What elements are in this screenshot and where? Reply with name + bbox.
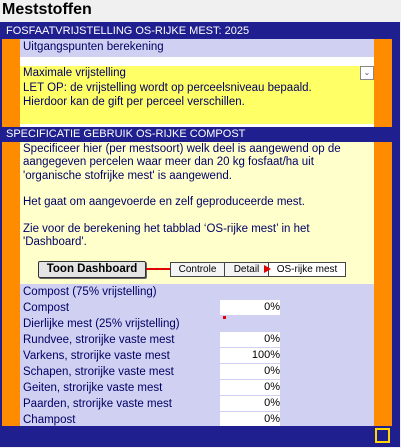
- arrow-head-icon: [264, 265, 271, 273]
- row-label: Paarden, strorijke vaste mest: [23, 398, 172, 410]
- compost-group-label: Compost (75% vrijstelling): [20, 284, 374, 300]
- page-title: Meststoffen: [2, 1, 92, 18]
- vrijstelling-note: [20, 80, 374, 124]
- comment-marker-icon: [223, 316, 226, 319]
- tab-detail[interactable]: Detail: [224, 262, 268, 277]
- vrijstelling-select-value: Maximale vrijstelling: [23, 67, 126, 79]
- tab-controle[interactable]: Controle: [170, 262, 224, 277]
- right-margin-bar: [374, 39, 392, 426]
- selection-square-icon[interactable]: [375, 428, 390, 443]
- percentage-input[interactable]: 0%: [220, 380, 280, 395]
- row-label: Schapen, strorijke vaste mest: [23, 366, 174, 378]
- table-row: [20, 412, 374, 426]
- section-header-fosfaat: FOSFAATVRIJSTELLING OS-RIJKE MEST: 2025: [2, 24, 392, 39]
- percentage-input[interactable]: 0%: [220, 300, 280, 315]
- note-line-2: Hierdoor kan de gift per perceel verschillen.: [23, 96, 245, 108]
- note-line-1: LET OP: de vrijstelling wordt op perceelsniveau bepaald.: [23, 82, 312, 94]
- percentage-input[interactable]: 0%: [220, 364, 280, 379]
- instruction-text-3: Zie voor de berekening het tabblad ‘OS-rijke mest’ in het 'Dashboard'.: [23, 222, 310, 249]
- table-row: [20, 364, 374, 380]
- left-margin-bar: [2, 39, 20, 426]
- percentage-input[interactable]: 100%: [220, 348, 280, 363]
- row-label: Varkens, strorijke vaste mest: [23, 350, 170, 362]
- chevron-down-icon[interactable]: ⌄: [360, 66, 374, 80]
- table-row: [20, 380, 374, 396]
- vrijstelling-select[interactable]: [20, 66, 374, 80]
- table-row: [20, 348, 374, 364]
- toon-dashboard-button[interactable]: Toon Dashboard: [38, 261, 146, 278]
- tab-os-rijke-mest[interactable]: OS-rijke mest: [268, 262, 346, 277]
- percentage-input[interactable]: 0%: [220, 412, 280, 426]
- percentage-input[interactable]: 0%: [220, 396, 280, 411]
- row-label: Compost: [23, 302, 70, 314]
- spacer: [20, 57, 374, 66]
- bottom-bar: [2, 426, 392, 446]
- row-label: Champost: [23, 414, 76, 426]
- section-header-specificatie: SPECIFICATIE GEBRUIK OS-RIJKE COMPOST: [2, 127, 392, 142]
- row-label: Geiten, strorijke vaste mest: [23, 382, 163, 394]
- dierlijk-group-label: Dierlijke mest (25% vrijstelling): [20, 316, 374, 332]
- table-row: [20, 332, 374, 348]
- row-label: Rundvee, strorijke vaste mest: [23, 334, 175, 346]
- instruction-text-1: Specificeer hier (per mestsoort) welk deel is aangewend op de aangegeven percelen waar meer dan 20 kg fosfaat/ha uit 'organische stofrijke mest' is aangewend.: [23, 143, 341, 182]
- dashboard-button-row: [20, 259, 374, 279]
- percentage-input[interactable]: 0%: [220, 332, 280, 347]
- form-content: [20, 39, 374, 426]
- table-row: [20, 396, 374, 412]
- table-row: [20, 300, 374, 316]
- uitgangspunten-label: Uitgangspunten berekening: [20, 39, 374, 57]
- instruction-text-2: Het gaat om aangevoerde en zelf geproduceerde mest.: [23, 196, 305, 209]
